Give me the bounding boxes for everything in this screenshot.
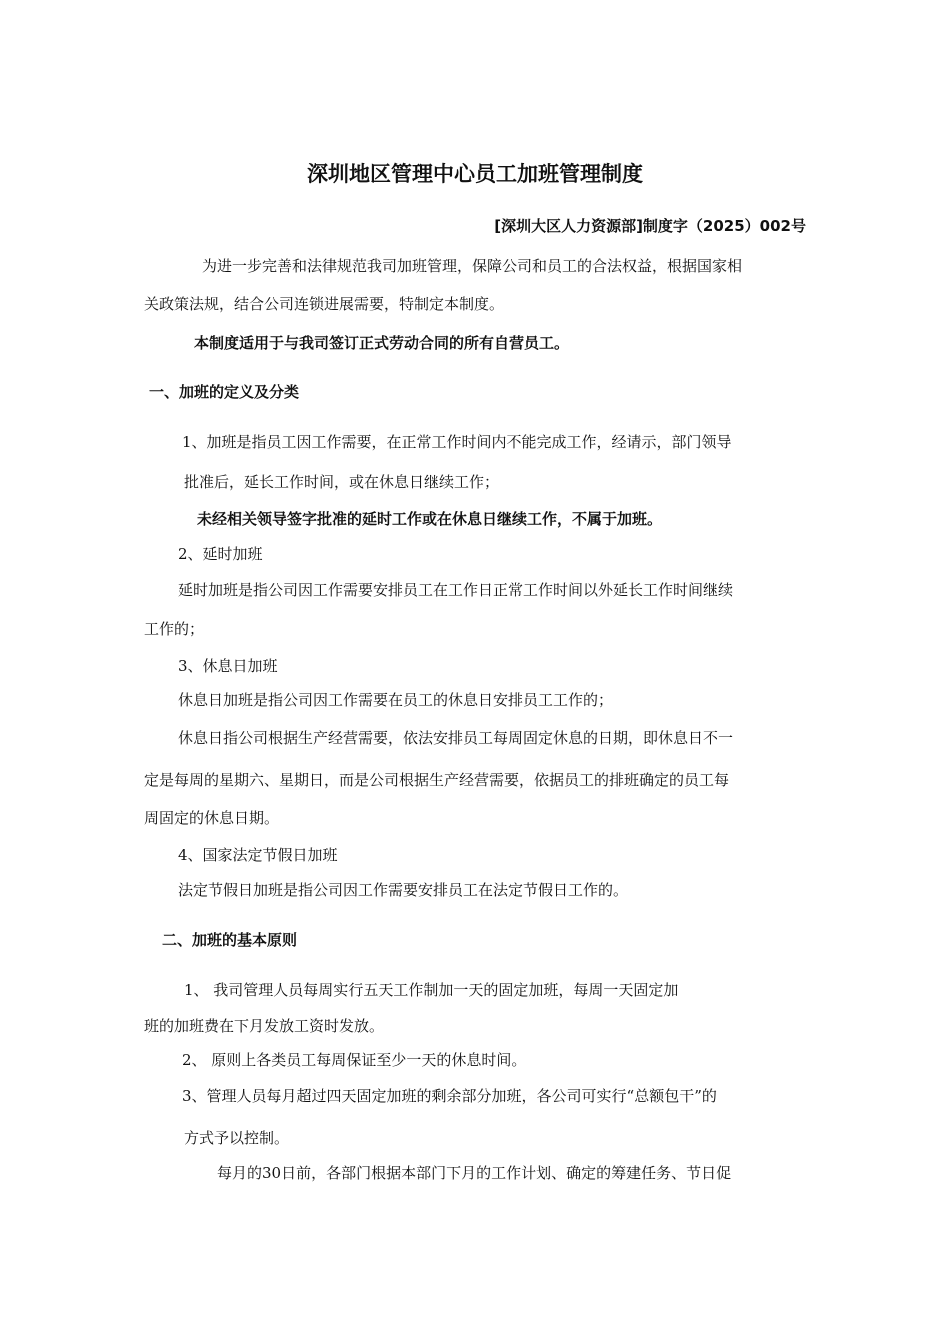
section-2-item-1-line-2: 班的加班费在下月发放工资时发放。 <box>144 1017 385 1035</box>
section-2-heading: 二、加班的基本原则 <box>162 931 298 949</box>
section-1-item-4-text: 法定节假日加班是指公司因工作需要安排员工在法定节假日工作的。 <box>178 881 629 899</box>
section-1-item-3-note-line-1: 休息日指公司根据生产经营需要，依法安排员工每周固定休息的日期，即休息日不一 <box>178 729 734 747</box>
section-1-item-1-line-1: 1、加班是指员工因工作需要，在正常工作时间内不能完成工作，经请示，部门领导 <box>182 433 732 451</box>
section-1-item-3-note-line-2: 定是每周的星期六、星期日，而是公司根据生产经营需要，依据员工的排班确定的员工每 <box>144 771 730 789</box>
section-2-item-1-line-1: 1、 我司管理人员每周实行五天工作制加一天的固定加班，每周一天固定加 <box>184 981 679 999</box>
intro-line-2: 关政策法规，结合公司连锁进展需要，特制定本制度。 <box>144 295 505 313</box>
section-1-heading: 一、加班的定义及分类 <box>149 383 300 401</box>
section-1-item-2-line-1: 延时加班是指公司因工作需要安排员工在工作日正常工作时间以外延长工作时间继续 <box>178 581 734 599</box>
section-2-item-3-line-2: 方式予以控制。 <box>184 1129 290 1147</box>
section-1-item-3-text: 休息日加班是指公司因工作需要在员工的休息日安排员工工作的； <box>178 691 614 709</box>
document-number: [深圳大区人力资源部]制度字（2025）002号 <box>494 217 806 235</box>
intro-line-1: 为进一步完善和法律规范我司加班管理，保障公司和员工的合法权益，根据国家相 <box>202 257 743 275</box>
section-1-item-2-line-2: 工作的； <box>144 620 205 638</box>
section-1-item-3-note-line-3: 周固定的休息日期。 <box>144 809 280 827</box>
section-2-item-2: 2、 原则上各类员工每周保证至少一天的休息时间。 <box>182 1051 527 1069</box>
section-1-item-3-title: 3、休息日加班 <box>178 657 278 675</box>
section-2-item-3-line-1: 3、管理人员每月超过四天固定加班的剩余部分加班，各公司可实行“总额包干”的 <box>182 1087 717 1105</box>
document-title: 深圳地区管理中心员工加班管理制度 <box>307 162 643 186</box>
scope-statement: 本制度适用于与我司签订正式劳动合同的所有自营员工。 <box>194 334 570 352</box>
section-1-item-2-title: 2、延时加班 <box>178 545 263 563</box>
section-1-item-4-title: 4、国家法定节假日加班 <box>178 846 338 864</box>
section-2-item-4-line-1: 每月的30日前，各部门根据本部门下月的工作计划、确定的筹建任务、节日促 <box>217 1164 732 1182</box>
section-1-item-1-line-2: 批准后，延长工作时间，或在休息日继续工作； <box>184 473 500 491</box>
section-1-item-1-note: 未经相关领导签字批准的延时工作或在休息日继续工作，不属于加班。 <box>197 510 663 528</box>
